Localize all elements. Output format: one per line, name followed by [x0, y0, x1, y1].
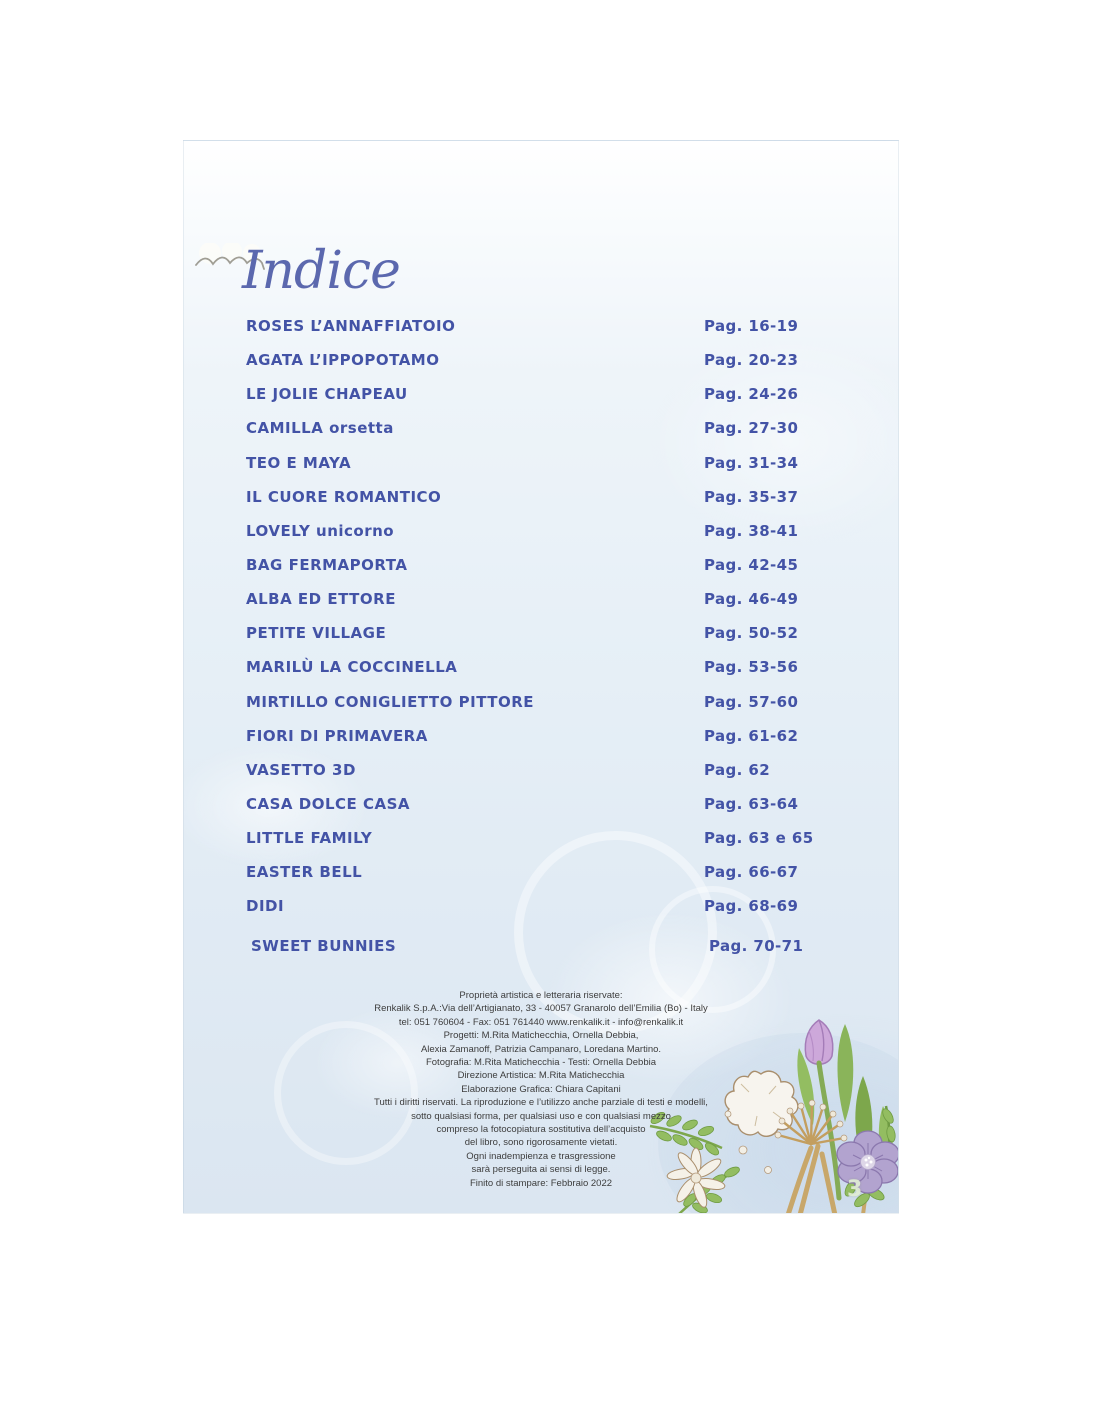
book-page: [183, 140, 899, 1214]
toc-row: [246, 556, 824, 590]
toc-entry-title: TEO E MAYA: [246, 453, 352, 472]
toc-row: [246, 829, 824, 863]
colophon-line: Progetti: M.Rita Matichecchia, Ornella Debbia,: [443, 1030, 639, 1042]
toc-entry-pages: Pag. 50-52: [704, 624, 799, 643]
colophon-line: Fotografia: M.Rita Matichecchia - Testi: Ornella Debbia: [425, 1057, 657, 1069]
toc-list: [246, 317, 824, 971]
colophon-line: Elaborazione Grafica: Chiara Capitani: [461, 1083, 621, 1095]
toc-entry-title: BAG FERMAPORTA: [246, 555, 408, 574]
colophon-line: compreso la fotocopiatura sostitutiva dell’acquisto: [436, 1124, 646, 1136]
toc-entry-title: VASETTO 3D: [246, 760, 356, 779]
toc-entry-pages: Pag. 24-26: [704, 385, 799, 404]
toc-row: [246, 454, 824, 488]
toc-entry-pages: Pag. 66-67: [704, 863, 799, 882]
toc-entry-pages: Pag. 68-69: [704, 897, 799, 916]
toc-row: [246, 385, 824, 419]
toc-entry-title: DIDI: [246, 897, 285, 916]
toc-row: [246, 795, 824, 829]
toc-entry-pages: Pag. 20-23: [704, 351, 799, 370]
toc-row: [246, 419, 824, 453]
colophon-line: Direzione Artistica: M.Rita Matichecchia: [457, 1070, 625, 1082]
colophon-line: Ogni inadempienza e trasgressione: [466, 1150, 616, 1162]
toc-entry-title: PETITE VILLAGE: [246, 624, 387, 643]
toc-row: [246, 624, 824, 658]
colophon-line: Alexia Zamanoff, Patrizia Campanaro, Loredana Martino.: [420, 1043, 662, 1055]
toc-entry-title: LE JOLIE CHAPEAU: [246, 385, 408, 404]
colophon-line: Finito di stampare: Febbraio 2022: [469, 1177, 613, 1189]
toc-row: [246, 761, 824, 795]
toc-entry-pages: Pag. 63-64: [704, 794, 799, 813]
toc-row: [246, 488, 824, 522]
toc-row: [246, 590, 824, 624]
toc-entry-pages: Pag. 16-19: [704, 317, 799, 335]
toc-row: [246, 897, 824, 931]
toc-entry-pages: Pag. 35-37: [704, 487, 799, 506]
toc-row: [246, 937, 824, 971]
toc-entry-pages: Pag. 61-62: [704, 726, 799, 745]
toc-entry-pages: Pag. 42-45: [704, 555, 799, 574]
toc-entry-title: FIORI DI PRIMAVERA: [246, 726, 428, 745]
colophon: [184, 989, 898, 1190]
toc-entry-pages: Pag. 62: [704, 760, 771, 779]
toc-row: [246, 863, 824, 897]
toc-entry-title: LITTLE FAMILY: [246, 829, 373, 848]
colophon-line: del libro, sono rigorosamente vietati.: [464, 1137, 618, 1149]
colophon-line: tel: 051 760604 - Fax: 051 761440 www.renkalik.it - info@renkalik.it: [398, 1016, 684, 1028]
toc-entry-title: CAMILLA orsetta: [246, 419, 394, 438]
toc-entry-title: ALBA ED ETTORE: [246, 590, 396, 609]
page-number: 3: [847, 1177, 863, 1202]
toc-entry-pages: Pag. 70-71: [709, 936, 804, 955]
toc-row: [246, 693, 824, 727]
toc-entry-title: MARILÙ LA COCCINELLA: [246, 658, 458, 677]
toc-row: [246, 522, 824, 556]
toc-entry-title: LOVELY unicorno: [246, 521, 395, 540]
toc-row: [246, 351, 824, 385]
toc-entry-pages: Pag. 53-56: [704, 658, 799, 677]
colophon-line: Proprietà artistica e letteraria riservate:: [459, 990, 623, 1001]
toc-entry-title: AGATA L’IPPOPOTAMO: [246, 351, 440, 370]
colophon-line: sotto qualsiasi forma, per qualsiasi uso e con qualsiasi mezzo: [411, 1110, 671, 1122]
toc-entry-pages: Pag. 63 e 65: [704, 829, 814, 848]
toc-entry-pages: Pag. 31-34: [704, 453, 799, 472]
toc-entry-pages: Pag. 46-49: [704, 590, 799, 609]
toc-entry-title: CASA DOLCE CASA: [246, 794, 411, 813]
colophon-line: Renkalik S.p.A.:Via dell’Artigianato, 33 - 40057 Granarolo dell’Emilia (Bo) - Italy: [374, 1003, 708, 1015]
colophon-line: sarà perseguita ai sensi di legge.: [471, 1164, 611, 1176]
toc-entry-title: IL CUORE ROMANTICO: [246, 487, 442, 506]
toc-entry-title: EASTER BELL: [246, 863, 363, 882]
toc-entry-pages: Pag. 57-60: [704, 692, 799, 711]
toc-entry-title: ROSES L’ANNAFFIATOIO: [246, 317, 456, 335]
toc-entry-pages: Pag. 27-30: [704, 419, 799, 438]
toc-entry-title: MIRTILLO CONIGLIETTO PITTORE: [246, 692, 535, 711]
toc-entry-pages: Pag. 38-41: [704, 521, 799, 540]
toc-row: [246, 658, 824, 692]
toc-row: [246, 727, 824, 761]
toc-entry-title: SWEET BUNNIES: [251, 936, 397, 955]
page-title: Indice: [242, 241, 400, 301]
toc-row: [246, 317, 824, 351]
colophon-line: Tutti i diritti riservati. La riproduzione e l’utilizzo anche parziale di testi e modelli,: [374, 1097, 708, 1109]
